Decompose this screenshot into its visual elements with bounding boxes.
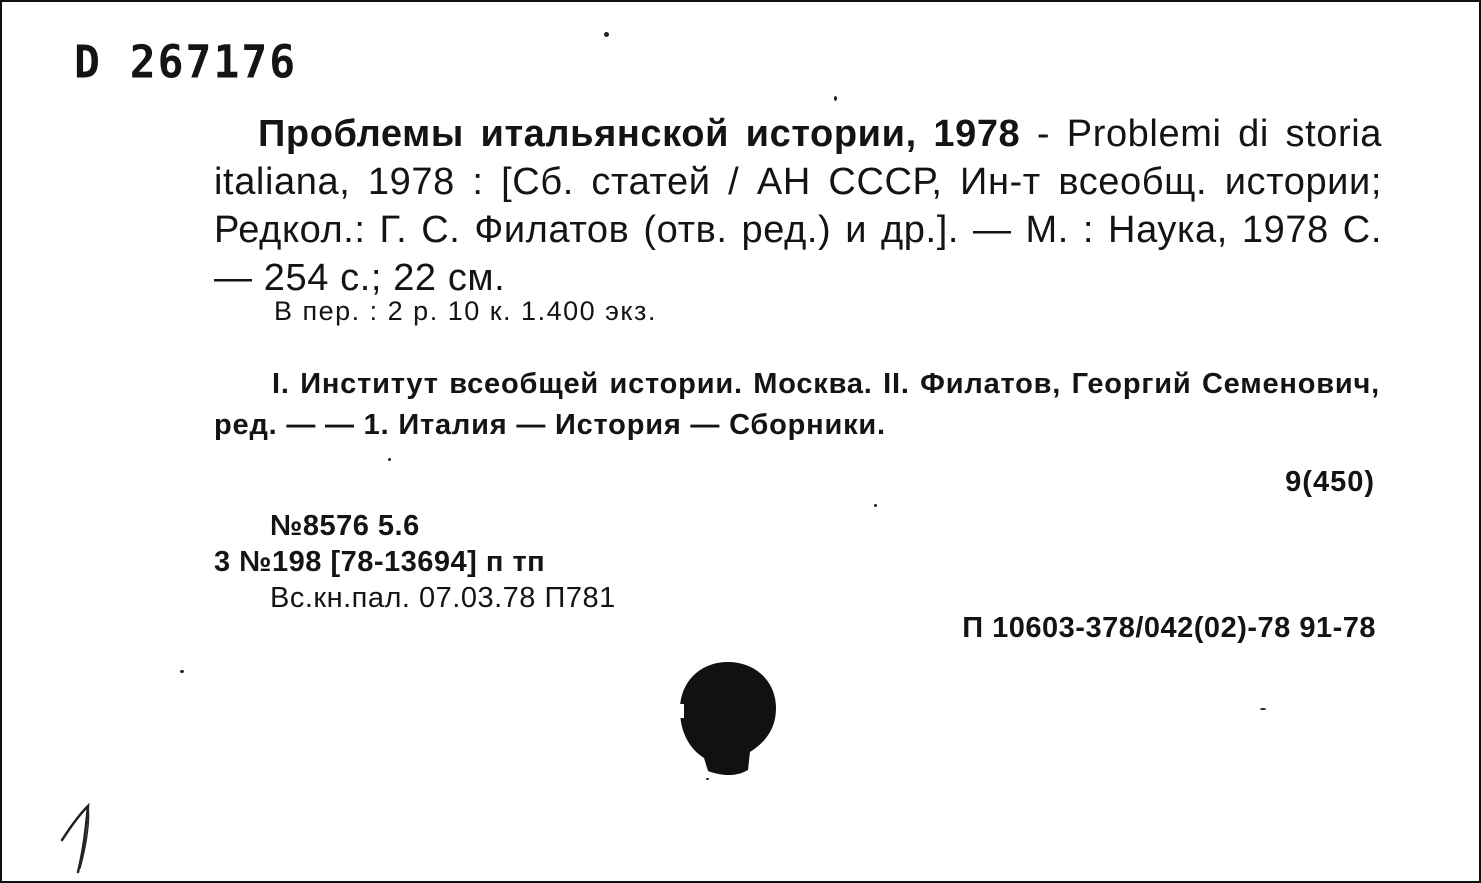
ink-speck bbox=[874, 504, 877, 507]
ink-speck bbox=[834, 96, 837, 101]
entry-title: Проблемы итальянской истории, 1978 bbox=[258, 113, 1021, 155]
entry-description: - Problemi di storia italiana, 1978 : [Сб. статей / АН СССР, Ин-т всеобщ. истории; Редкол.: Г. С. Филатов (отв. ред.) и др.]. — М. : Наука, 1978 С. — 254 с.; 22 см. bbox=[214, 113, 1382, 299]
ink-speck bbox=[604, 32, 609, 37]
ink-speck bbox=[180, 670, 184, 673]
handwritten-number-icon bbox=[56, 802, 104, 874]
class-number: 9(450) bbox=[1285, 466, 1375, 498]
card-hole-icon bbox=[678, 658, 778, 784]
ink-speck bbox=[388, 458, 391, 461]
print-number: 3 №198 [78-13694] п тп bbox=[214, 546, 546, 578]
ink-speck bbox=[1260, 708, 1266, 710]
card-number: D 267176 bbox=[74, 36, 298, 90]
price-line: В пер. : 2 р. 10 к. 1.400 экз. bbox=[274, 296, 657, 326]
ink-speck bbox=[706, 778, 709, 780]
order-number: №8576 5.6 bbox=[270, 510, 420, 542]
tracings: I. Институт всеобщей истории. Москва. II. Филатов, Георгий Семенович, ред. — — 1. Италия — История — Сборники. bbox=[214, 368, 1380, 441]
index-number: П 10603-378/042(02)-78 91-78 bbox=[962, 612, 1376, 644]
bibliographic-entry bbox=[214, 110, 1382, 302]
chamber-number: Вс.кн.пал. 07.03.78 П781 bbox=[270, 582, 616, 614]
